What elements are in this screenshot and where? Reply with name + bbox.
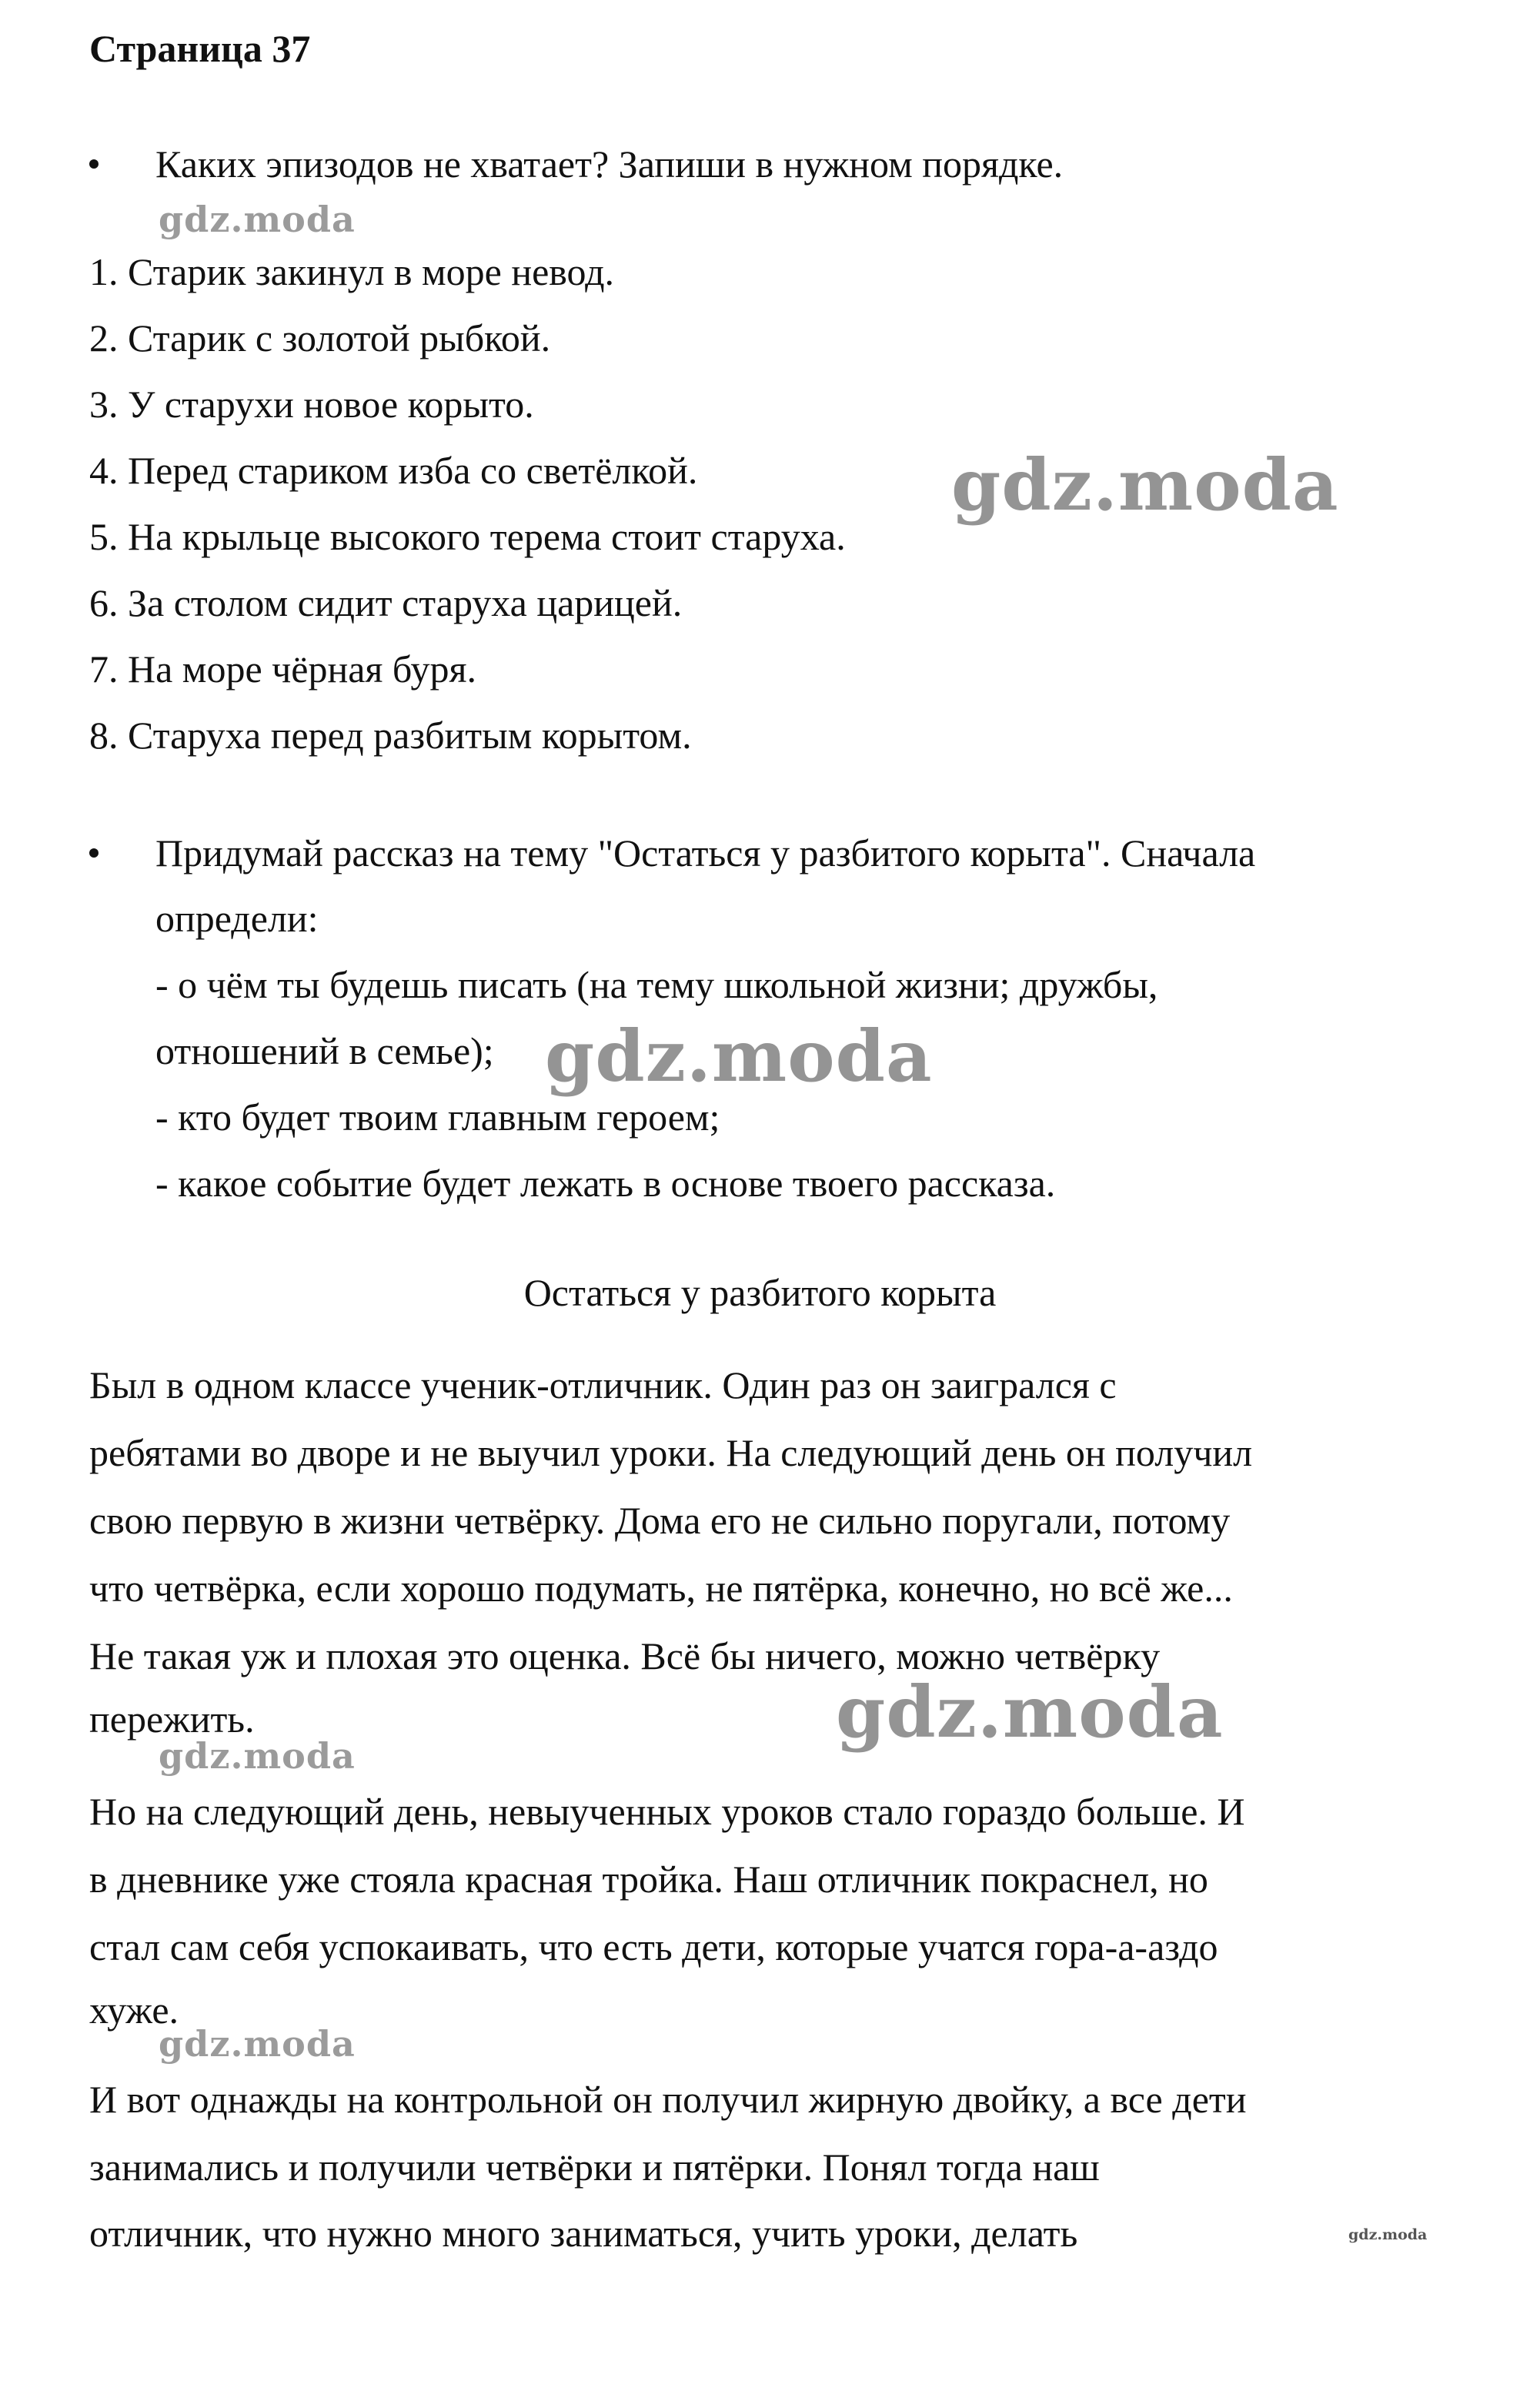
story-line: пережить.	[89, 1697, 255, 1741]
story-line: что четвёрка, если хорошо подумать, не пятёрка, конечно, но всё же...	[89, 1567, 1233, 1610]
page-title: Страница 37	[89, 27, 311, 70]
task2-line: отношений в семье);	[155, 1029, 494, 1072]
story-line: отличник, что нужно много заниматься, учить уроки, делать	[89, 2212, 1078, 2255]
task2-line: - кто будет твоим главным героем;	[155, 1095, 720, 1139]
watermark: gdz.moda	[159, 1735, 356, 1777]
list-item: 2. Старик с золотой рыбкой.	[89, 316, 551, 360]
story-line: И вот однажды на контрольной он получил жирную двойку, а все дети	[89, 2078, 1247, 2121]
watermark: gdz.moda	[1348, 2226, 1428, 2243]
story-line: хуже.	[89, 1988, 179, 2032]
task2-line: Придумай рассказ на тему "Остаться у разбитого корыта". Сначала	[155, 831, 1256, 875]
story-line: свою первую в жизни четвёрку. Дома его не сильно поругали, потому	[89, 1499, 1231, 1542]
watermark: gdz.moda	[159, 2023, 356, 2065]
list-item: 5. На крыльце высокого терема стоит старуха.	[89, 515, 846, 558]
bullet-icon	[89, 848, 99, 858]
watermark: gdz.moda	[545, 1015, 933, 1098]
list-item: 6. За столом сидит старуха царицей.	[89, 581, 683, 624]
story-line: Но на следующий день, невыученных уроков стало гораздо больше. И	[89, 1790, 1245, 1833]
list-item: 7. На море чёрная буря.	[89, 647, 476, 691]
story-line: Был в одном классе ученик-отличник. Один раз он заигрался с	[89, 1363, 1117, 1406]
watermark: gdz.moda	[951, 443, 1339, 527]
story-line: в дневнике уже стояла красная тройка. Наш отличник покраснел, но	[89, 1858, 1208, 1901]
watermark: gdz.moda	[836, 1671, 1224, 1754]
watermark: gdz.moda	[159, 199, 356, 240]
story-line: стал сам себя успокаивать, что есть дети, которые учатся гора-а-аздо	[89, 1925, 1218, 1968]
task1-prompt: Каких эпизодов не хватает? Запиши в нужном порядке.	[155, 142, 1064, 186]
list-item: 4. Перед стариком изба со светёлкой.	[89, 449, 698, 492]
task2-line: - какое событие будет лежать в основе твоего рассказа.	[155, 1162, 1056, 1205]
bullet-icon	[89, 159, 99, 169]
story-line: Не такая уж и плохая это оценка. Всё бы ничего, можно четвёрку	[89, 1634, 1161, 1677]
task2-line: - о чём ты будешь писать (на тему школьной жизни; дружбы,	[155, 963, 1158, 1006]
list-item: 1. Старик закинул в море невод.	[89, 250, 615, 293]
task2-line: определи:	[155, 897, 319, 940]
list-item: 3. У старухи новое корыто.	[89, 383, 534, 426]
story-line: ребятами во дворе и не выучил уроки. На следующий день он получил	[89, 1431, 1253, 1474]
list-item: 8. Старуха перед разбитым корытом.	[89, 714, 692, 757]
story-title: Остаться у разбитого корыта	[523, 1271, 997, 1314]
story-line: занимались и получили четвёрки и пятёрки. Понял тогда наш	[89, 2145, 1100, 2189]
